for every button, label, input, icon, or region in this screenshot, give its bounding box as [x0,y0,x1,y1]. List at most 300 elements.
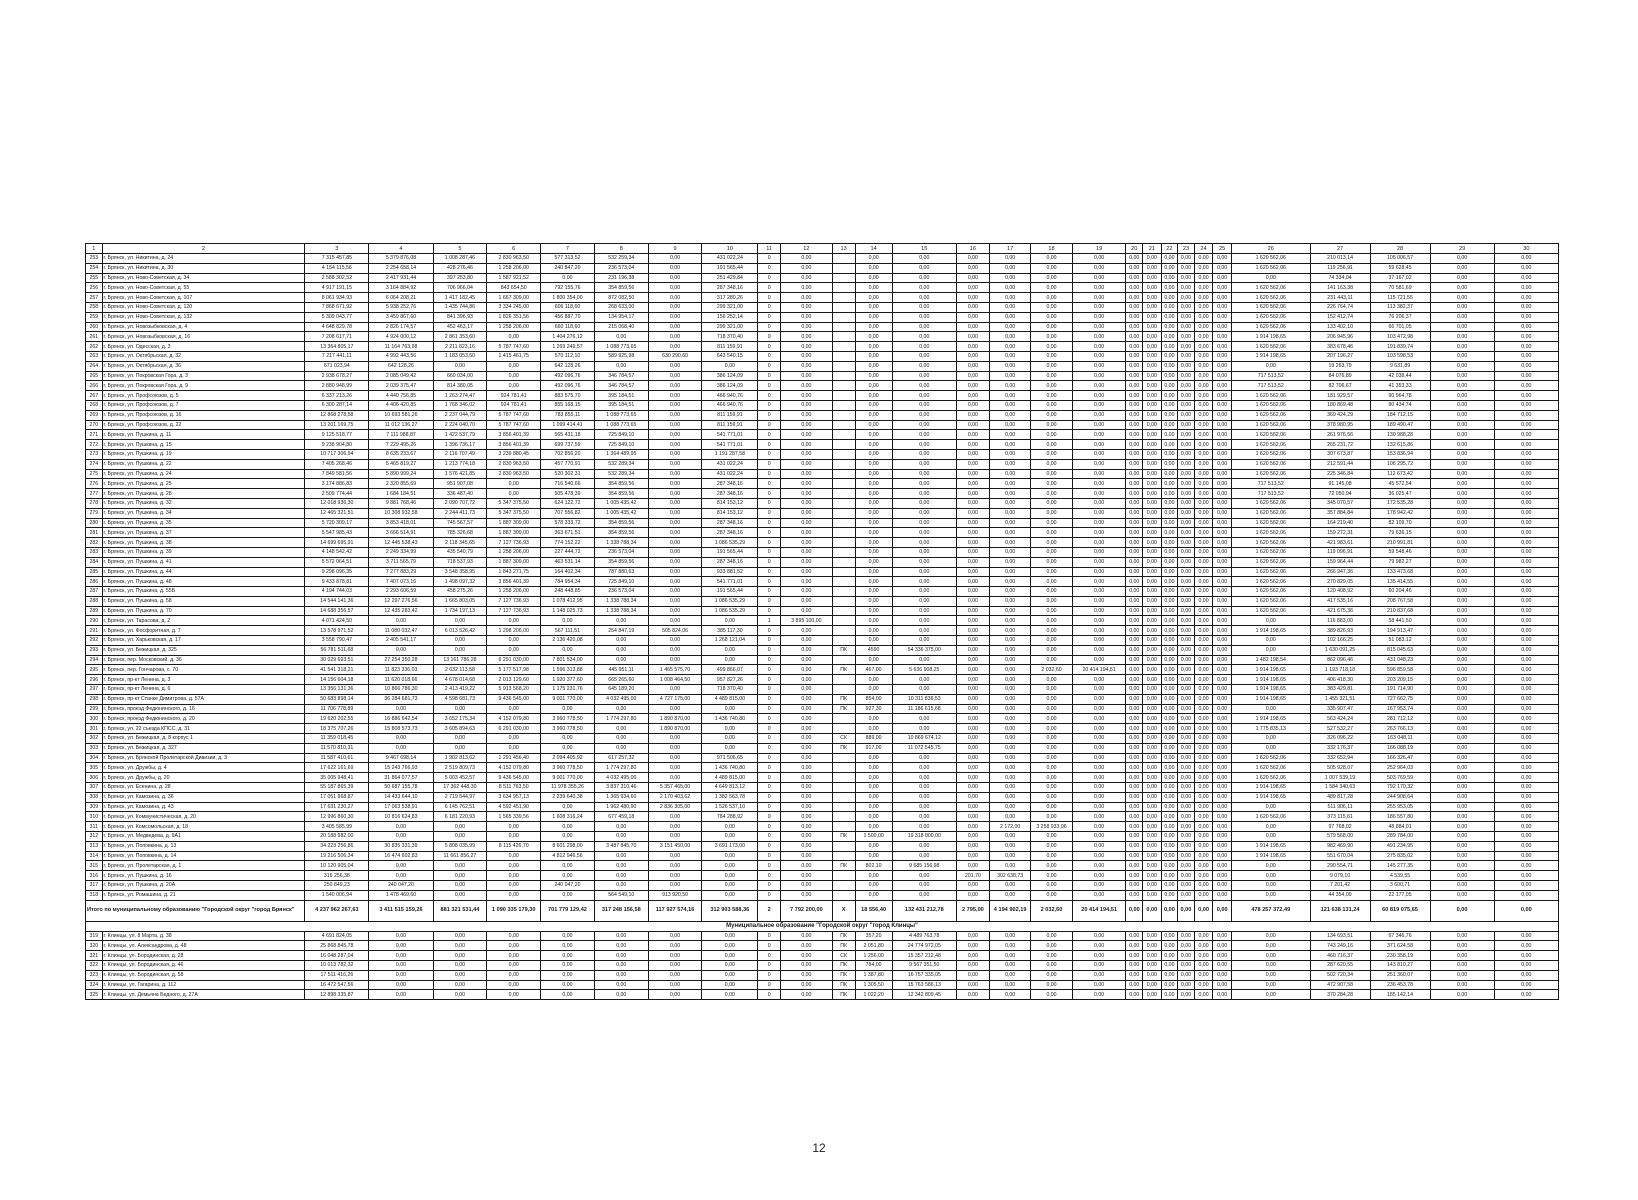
value-cell: 0,00 [1178,498,1195,508]
value-cell: 1 148 025,73 [541,606,595,616]
value-cell: 0,00 [1072,577,1126,587]
value-cell: 0,00 [989,665,1030,675]
value-cell: 1 620 562,06 [1231,312,1310,322]
value-cell: 0,00 [892,312,956,322]
column-number: 19 [1072,244,1126,254]
value-cell: 0,00 [892,841,956,851]
value-cell: 0,00 [648,606,702,616]
value-cell: 0,00 [648,547,702,557]
value-cell: 0,00 [1161,970,1178,980]
value-cell: 0,00 [1143,430,1162,440]
value-cell: 0,00 [1161,254,1178,264]
value-cell: 0,00 [781,528,833,538]
value-cell: 0,00 [1178,832,1195,842]
value-cell: 9 433 878,81 [305,577,369,587]
value-cell: 0,00 [1161,694,1178,704]
value-cell: 9 298 096,35 [305,567,369,577]
row-number: 322 [86,960,103,970]
value-cell: 0,00 [1178,812,1195,822]
address-cell: г. Брянск, ул. Ново-Советская, д. 34 [102,273,305,283]
value-cell: 0,00 [1178,970,1195,980]
value-cell: 1 183 053,50 [433,351,487,361]
value-cell: 0,00 [487,871,541,881]
table-row [86,459,1559,469]
value-cell: 0,00 [855,636,892,646]
value-cell: 0,00 [781,970,833,980]
value-cell: 0,00 [433,704,487,714]
value-cell: 0,00 [1494,361,1558,371]
address-cell: г. Брянск, ул. Пушкина, д. 19 [102,449,305,459]
value-cell: 2 880 948,99 [305,381,369,391]
value-cell: 231 196,38 [594,273,648,283]
value-cell: 0,00 [781,577,833,587]
value-cell: 0,00 [1430,763,1494,773]
value-cell: 251 429,84 [702,273,758,283]
value-cell: ПК [832,694,855,704]
value-cell: 317 280,26 [702,293,758,303]
value-cell: 0,00 [892,498,956,508]
value-cell: 0,00 [541,951,595,961]
value-cell: 0 [758,941,781,951]
value-cell: 0,00 [1161,931,1178,941]
table-row [86,430,1559,440]
table-row [86,567,1559,577]
value-cell: 0,00 [1072,449,1126,459]
row-number: 289 [86,606,103,616]
value-cell: 0,00 [1072,655,1126,665]
value-cell: 0,00 [487,960,541,970]
value-cell: 0,00 [989,361,1030,371]
value-cell: 0,00 [648,371,702,381]
value-cell: 783 855,11 [541,410,595,420]
value-cell [832,254,855,264]
value-cell: 74 334,04 [1310,273,1370,283]
value-cell: 0,00 [1213,410,1232,420]
value-cell: 0,00 [781,734,833,744]
value-cell: 9 567 351,50 [892,960,956,970]
value-cell: 0,00 [1494,970,1558,980]
value-cell: 0,00 [702,645,758,655]
address-cell: г. Брянск, ул. Бежицкая, д. 327 [102,743,305,753]
value-cell: 116 883,00 [1310,616,1370,626]
value-cell: 0,00 [1494,293,1558,303]
value-cell: 0,00 [648,577,702,587]
value-cell: 0,00 [892,302,956,312]
value-cell: 0,00 [956,351,989,361]
value-cell: 0,00 [1194,636,1213,646]
value-cell: 0,00 [541,931,595,941]
value-cell: 0,00 [989,293,1030,303]
value-cell: 1 404 276,12 [541,332,595,342]
value-cell: 0,00 [1072,773,1126,783]
value-cell: 0,00 [781,557,833,567]
value-cell: 4 598 681,73 [433,694,487,704]
value-cell: 862 096,46 [1310,655,1370,665]
value-cell: 1 620 562,06 [1231,587,1310,597]
value-cell: 0,00 [541,616,595,626]
value-cell: 0,00 [1178,626,1195,636]
value-cell: 0,00 [855,773,892,783]
value-cell: 472 907,58 [1310,980,1370,990]
value-cell: 0,00 [433,361,487,371]
value-cell: 0,00 [648,518,702,528]
value-cell: 0,00 [1161,547,1178,557]
value-cell: 1 684 184,51 [369,489,433,499]
value-cell: 0,00 [1031,694,1072,704]
value-cell: 4 148 542,42 [305,547,369,557]
value-cell: 0,00 [1031,980,1072,990]
value-cell: 0,00 [1072,645,1126,655]
value-cell: 0,00 [1430,881,1494,891]
value-cell: 0,00 [1231,931,1310,941]
value-cell: 0,00 [1430,498,1494,508]
value-cell: 0,00 [989,990,1030,1000]
value-cell: 230 358,19 [1370,951,1430,961]
value-cell: ПК [832,861,855,871]
value-cell: 0,00 [1178,302,1195,312]
value-cell: 7 111 988,87 [369,430,433,440]
value-cell: 0,00 [956,479,989,489]
value-cell: 0,00 [648,645,702,655]
value-cell: 3 405 585,99 [305,822,369,832]
value-cell: 0,00 [1430,802,1494,812]
value-cell: 0,00 [1213,567,1232,577]
value-cell: 0,00 [781,567,833,577]
value-cell: 0,00 [1178,577,1195,587]
value-cell: 0,00 [1072,861,1126,871]
value-cell: 0,00 [1194,538,1213,548]
value-cell: 54 336 375,00 [892,645,956,655]
value-cell: 0,00 [1161,724,1178,734]
value-cell: 717 513,52 [1231,479,1310,489]
value-cell: 577 313,52 [541,254,595,264]
value-cell: 0,00 [1194,832,1213,842]
value-cell: 492 096,76 [541,381,595,391]
value-cell: 0,00 [1430,980,1494,990]
value-cell: 0,00 [1430,489,1494,499]
value-cell: 466 940,76 [702,391,758,401]
value-cell [832,479,855,489]
value-cell: 0,00 [1494,459,1558,469]
value-cell: 0,00 [1161,636,1178,646]
value-cell: 0,00 [1178,587,1195,597]
value-cell: 0 [758,970,781,980]
value-cell: 0,00 [989,410,1030,420]
value-cell: 3 652 175,34 [433,714,487,724]
address-cell: г. Клинцы, ул. Бородинская, д. 28 [102,951,305,961]
value-cell: 119 096,91 [1310,547,1370,557]
value-cell: 0 [758,557,781,567]
value-cell: 1 914 198,65 [1231,851,1310,861]
row-number: 324 [86,980,103,990]
value-cell: 7 277 883,29 [369,567,433,577]
value-cell: 2 405 541,17 [369,636,433,646]
value-cell: 0,00 [1194,951,1213,961]
total-value: 132 431 212,78 [892,900,956,921]
value-cell: 7 127 736,93 [487,538,541,548]
value-cell: 0,00 [1031,459,1072,469]
value-cell: 0,00 [594,960,648,970]
value-cell: 0,00 [956,322,989,332]
value-cell: 0,00 [648,430,702,440]
value-cell: 0,00 [1194,861,1213,871]
value-cell: 7 127 736,93 [487,596,541,606]
value-cell: 159 272,31 [1310,528,1370,538]
value-cell: 2 051,80 [855,941,892,951]
value-cell: 0,00 [1213,890,1232,900]
value-cell: 3 239 880,45 [487,449,541,459]
value-cell: 90 964,78 [1370,391,1430,401]
table-row [86,410,1559,420]
value-cell: 457 770,91 [541,459,595,469]
value-cell: 0,00 [1072,557,1126,567]
value-cell: 326 096,22 [1310,734,1370,744]
value-cell: 0,00 [1072,743,1126,753]
value-cell [832,371,855,381]
value-cell: 0,00 [1430,655,1494,665]
value-cell: 0,00 [433,960,487,970]
value-cell: 0,00 [892,381,956,391]
value-cell: 0,00 [1430,254,1494,264]
value-cell: 290 554,71 [1310,861,1370,871]
address-cell: г. Брянск, ул. Пушкина, д. 55Б [102,587,305,597]
value-cell: 0,00 [648,469,702,479]
total-value: 0,00 [1194,900,1213,921]
value-cell: 0,00 [1072,734,1126,744]
value-cell: 0 [758,645,781,655]
column-number: 1 [86,244,103,254]
value-cell: 0,00 [989,616,1030,626]
address-cell: г. Брянск, ул. Медведева, д. 9А1 [102,832,305,842]
value-cell: 0,00 [1143,871,1162,881]
row-number: 288 [86,596,103,606]
value-cell: 0,00 [956,371,989,381]
value-cell: 9 685 156,98 [892,861,956,871]
table-row [86,391,1559,401]
value-cell: 0,00 [855,675,892,685]
value-cell: 0,00 [781,714,833,724]
value-cell: 153 836,94 [1370,449,1430,459]
value-cell: 0,00 [1126,469,1143,479]
value-cell: 0,00 [1213,861,1232,871]
value-cell: 0,00 [781,449,833,459]
value-cell: 0,00 [1143,951,1162,961]
row-number: 266 [86,381,103,391]
value-cell: 5 890 999,24 [369,469,433,479]
value-cell: 0,00 [1494,283,1558,293]
value-cell: 1 620 562,06 [1231,753,1310,763]
value-cell: 0,00 [433,645,487,655]
value-cell: 0,00 [594,743,648,753]
value-cell: 0,00 [1126,557,1143,567]
value-cell: 0,00 [648,322,702,332]
value-cell: 250 849,23 [305,881,369,891]
value-cell: 0,00 [1178,332,1195,342]
value-cell: 135 414,55 [1370,577,1430,587]
value-cell: 0,00 [369,822,433,832]
value-cell: 299 321,00 [702,322,758,332]
value-cell: 3 837 310,46 [594,783,648,793]
value-cell: 0,00 [487,861,541,871]
value-cell [832,322,855,332]
value-cell: 186 557,80 [1370,812,1430,822]
value-cell: 0 [758,704,781,714]
value-cell: 0,00 [781,391,833,401]
value-cell: 802,10 [855,861,892,871]
value-cell: 0,00 [989,861,1030,871]
value-cell: 0 [758,792,781,802]
value-cell: 0,00 [892,881,956,891]
value-cell: 0,00 [781,361,833,371]
value-cell: 0,00 [1143,626,1162,636]
value-cell: 30 029 693,51 [305,655,369,665]
value-cell: 0 [758,636,781,646]
row-number: 263 [86,351,103,361]
value-cell: 0,00 [1143,332,1162,342]
value-cell: 0,00 [1430,312,1494,322]
value-cell: 0,00 [1178,665,1195,675]
value-cell: 0,00 [1126,587,1143,597]
value-cell: 0,00 [1494,951,1558,961]
value-cell: 0,00 [1430,538,1494,548]
value-cell: 0,00 [989,606,1030,616]
value-cell: 1 435 744,86 [433,302,487,312]
value-cell: 265 231,72 [1310,440,1370,450]
value-cell: 0,00 [855,400,892,410]
value-cell: 0 [758,812,781,822]
value-cell: 0,00 [781,498,833,508]
address-cell: г. Клинцы, ул. 8 Марта, д. 38 [102,931,305,941]
value-cell: 1 298 206,00 [487,626,541,636]
value-cell: 1 263 274,47 [433,391,487,401]
value-cell [832,783,855,793]
value-cell: 565 431,18 [541,430,595,440]
value-cell: 0,00 [1161,704,1178,714]
value-cell: 0,00 [781,931,833,941]
value-cell: 0,00 [1494,469,1558,479]
value-cell: 4 152 079,80 [487,763,541,773]
value-cell: 716 540,66 [541,479,595,489]
value-cell: 1 914 198,65 [1231,332,1310,342]
value-cell: 0,00 [1143,528,1162,538]
value-cell: 458 275,26 [433,587,487,597]
value-cell: ПК [832,665,855,675]
value-cell: 167 953,74 [1370,704,1430,714]
value-cell: 0,00 [1194,734,1213,744]
value-cell: 0,00 [989,763,1030,773]
value-cell: 10 308 932,58 [369,508,433,518]
value-cell: 1 338 788,34 [594,538,648,548]
value-cell: 0,00 [1031,871,1072,881]
value-cell: 0,00 [1194,254,1213,264]
value-cell: 0,00 [1178,783,1195,793]
value-cell: 0,00 [1430,675,1494,685]
value-cell: 0,00 [1072,342,1126,352]
value-cell: 0,00 [855,283,892,293]
value-cell: 346 784,57 [594,371,648,381]
value-cell: 0,00 [1213,440,1232,450]
value-cell: 0,00 [956,802,989,812]
value-cell: 0,00 [989,734,1030,744]
value-cell: 0,00 [855,361,892,371]
value-cell: 240 847,20 [541,263,595,273]
value-cell: 0,00 [892,871,956,881]
value-cell: 0,00 [1494,890,1558,900]
value-cell: 0,00 [1194,851,1213,861]
value-cell: 0,00 [1161,577,1178,587]
value-cell: 0,00 [1031,371,1072,381]
value-cell: 132 615,86 [1370,440,1430,450]
value-cell: 933 881,52 [702,567,758,577]
register-table [85,243,1559,1000]
value-cell: 0,00 [541,822,595,832]
value-cell: 240 047,20 [541,881,595,891]
value-cell: 0,00 [1430,685,1494,695]
value-cell: 8 511 763,50 [487,783,541,793]
table-row [86,812,1559,822]
value-cell: 660 118,60 [541,322,595,332]
value-cell: 0,00 [1161,714,1178,724]
value-cell: 133 473,68 [1370,567,1430,577]
value-cell: 0,00 [989,371,1030,381]
value-cell: 0,00 [989,626,1030,636]
value-cell: 11 620 018,66 [369,675,433,685]
value-cell: 0,00 [1031,263,1072,273]
value-cell: 3 258 933,96 [1031,822,1072,832]
value-cell: 48 884,01 [1370,822,1430,832]
value-cell: 0,00 [956,724,989,734]
value-cell: 5 787 747,60 [487,410,541,420]
value-cell: 0,00 [1194,812,1213,822]
value-cell: 7 201,42 [1310,881,1370,891]
value-cell: 17 511 416,26 [305,970,369,980]
value-cell: 0,00 [1031,508,1072,518]
value-cell: 225 346,84 [1310,469,1370,479]
value-cell: 428 276,46 [433,263,487,273]
column-number: 7 [541,244,595,254]
value-cell: 236 573,04 [594,263,648,273]
value-cell: 0,00 [1213,704,1232,714]
value-cell: 3 856 401,39 [487,430,541,440]
value-cell: 815 045,63 [1370,645,1430,655]
value-cell: 0,00 [1213,596,1232,606]
value-cell: 0 [758,420,781,430]
row-number: 318 [86,890,103,900]
value-cell: 0,00 [989,753,1030,763]
value-cell: 0,00 [1143,273,1162,283]
value-cell: 44 354,09 [1310,890,1370,900]
value-cell: 1 396 736,17 [433,440,487,450]
value-cell: 0,00 [1213,665,1232,675]
value-cell: 0,00 [1178,273,1195,283]
value-cell [832,773,855,783]
value-cell: 0,00 [648,254,702,264]
value-cell: 0,00 [1494,694,1558,704]
value-cell: 0,00 [487,832,541,842]
value-cell: 383 429,81 [1310,685,1370,695]
value-cell: 11 164 763,98 [369,342,433,352]
value-cell: 1 608 316,24 [541,812,595,822]
address-cell: г. Брянск, ул. Ново-Советская, д. 120 [102,302,305,312]
value-cell: 0,00 [1143,802,1162,812]
value-cell: 0,00 [1194,557,1213,567]
value-cell: 0,00 [594,941,648,951]
value-cell: 0,00 [781,626,833,636]
value-cell: 0,00 [1213,980,1232,990]
value-cell: 0,00 [989,941,1030,951]
value-cell: 0,00 [956,773,989,783]
value-cell: 10 717 306,94 [305,449,369,459]
